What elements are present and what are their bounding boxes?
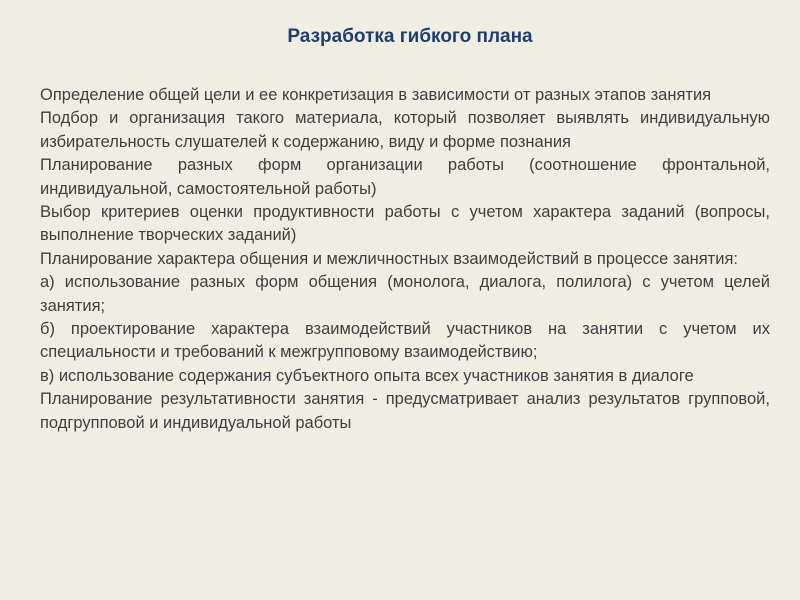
sub-item: а) использование разных форм общения (монолога, диалога, полилога) с учетом целей занятия; — [40, 273, 770, 315]
list-item-text: Выбор критериев оценки продуктивности работы с учетом характера заданий (вопросы, выполнение творческих заданий) — [40, 203, 770, 245]
list-item-text: Определение общей цели и ее конкретизация в зависимости от разных этапов занятия — [40, 86, 712, 104]
slide-title: Разработка гибкого плана — [287, 26, 533, 47]
list-item — [26, 154, 770, 201]
list-item — [26, 248, 770, 271]
list-item — [26, 107, 770, 154]
bullet-list — [26, 84, 770, 435]
list-item — [26, 84, 770, 107]
list-item — [26, 201, 770, 248]
list-item-text: Планирование характера общения и межличностных взаимодействий в процессе занятия: — [40, 249, 738, 268]
sub-item: б) проектирование характера взаимодействий участников на занятии с учетом их специальности и требований к межгрупповому взаимодействию; — [40, 320, 770, 362]
list-item-text: Подбор и организация такого материала, который позволяет выявлять индивидуальную избирательность слушателей к содержанию, виду и форме познания — [40, 109, 770, 151]
list-item — [26, 388, 770, 435]
list-item-text: Планирование разных форм организации работы (соотношение фронтальной, индивидуальной, самостоятельной работы) — [40, 156, 770, 198]
sub-item: в) использование содержания субъектного опыта всех участников занятия в диалоге — [40, 366, 694, 385]
list-item-text: Планирование результативности занятия - предусматривает анализ результатов групповой, подгрупповой и индивидуальной работы — [40, 390, 770, 432]
